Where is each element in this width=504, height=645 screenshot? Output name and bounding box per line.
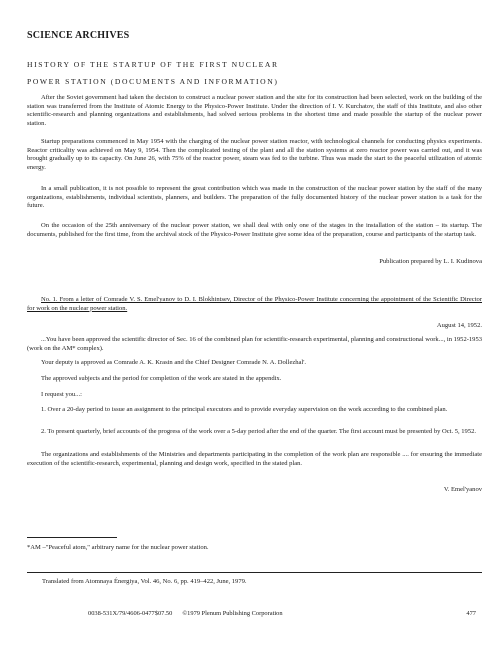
translation-rule	[27, 572, 482, 573]
translation-note: Translated from Atomnaya Énergiya, Vol. 46, No. 6, pp. 419–422, June, 1979.	[42, 578, 247, 585]
footer-line	[88, 610, 488, 619]
footnote-rule	[27, 537, 117, 538]
letter-paragraph-3: The approved subjects and the period for completion of the work are stated in the appendix.	[41, 375, 282, 382]
letter-paragraph-5: 1. Over a 20-day period to issue an assignment to the principal executors and to provide everyday supervision on the work according to the combined plan.	[41, 406, 448, 413]
letter-paragraph-2: Your deputy is approved as Comrade A. K. Krasin and the Chief Designer Comrade N. A. Dollezhal'.	[41, 359, 307, 366]
intro-paragraph-3: In a small publication, it is not possible to represent the great contribution which was made in the construction of the nuclear power station by the staff of the many organizations, establishments, individual scientists, planners, and builders. The preparation of the fully documented history of the nuclear power station is a task for the future.	[27, 185, 482, 210]
intro-paragraph-2: Startup preparations commenced in May 1954 with the charging of the nuclear power station reactor, with technological channels for conducting physics experiments. Reactor criticality was achieved on May 9, 1954. Then the complicated testing of the plant and all the station systems at zero reactor power was carried out, and it was brought gradually up to its capacity. On June 26, with 75% of the reactor power, steam was fed to the turbine. Thus was made the start to the peaceful utilization of atomic energy.	[27, 138, 482, 171]
section-label: SCIENCE ARCHIVES	[27, 30, 130, 41]
article-title: HISTORY OF THE STARTUP OF THE FIRST NUCLEAR POWER STATION (DOCUMENTS AND INFORMATION)	[27, 60, 279, 86]
letter-signature: V. Emel'yanov	[443, 486, 482, 493]
letter-paragraph-6: 2. To present quarterly, brief accounts of the progress of the work over a 5-day period after the end of the quarter. The first account must be presented by Oct. 5, 1952.	[41, 428, 477, 435]
letter-heading: No. 1. From a letter of Comrade V. S. Emel'yanov to D. I. Blokhintsev, Director of the Physico-Power Institute concerning the appointment of the Scientific Director for work on the nuclear power station.	[27, 296, 482, 312]
letter-paragraph-4: I request you...:	[41, 391, 82, 398]
letter-paragraph-1: ...You have been approved the scientific director of Sec. 16 of the combined plan for scientific-research experimental, planning and constructional work..., in 1952-1953 (work on the AM* complex).	[27, 336, 482, 352]
intro-paragraph-1: After the Soviet government had taken the decision to construct a nuclear power station and the site for its construction had been selected, work on the building of the station was transferred from the Institute of Atomic Energy to the Physico-Power Institute. Under the direction of I. V. Kurchatov, the staff of this Institute, and also other scientific-research and planning organizations and establishments, had solved serious problems in the shortest time and made possible the startup of the nuclear power station.	[27, 94, 482, 127]
footer-code: 0038-531X/79/4606-0477$07.50	[88, 610, 173, 617]
letter-date: August 14, 1952.	[436, 322, 482, 329]
letter-paragraph-7: The organizations and establishments of the Ministries and departments participating in the completion of the work plan are responsible .... for ensuring the immediate execution of the scientific-research, experimental, planning and design work, specified in the stated plan.	[27, 451, 482, 467]
intro-paragraph-4: On the occasion of the 25th anniversary of the nuclear power station, we shall deal with only one of the stages in the installation of the station – its startup. The documents, published for the first time, from the archival stock of the Physico-Power Institute give some idea of the preparation, course and participants of the startup task.	[27, 222, 482, 238]
publication-credit: Publication prepared by L. I. Kudinova	[379, 258, 482, 265]
page-number: 477	[466, 610, 476, 617]
footnote: *AM –"Peaceful atom," arbitrary name for the nuclear power station.	[27, 544, 209, 551]
footer-copyright: ©1979 Plenum Publishing Corporation	[182, 610, 283, 617]
